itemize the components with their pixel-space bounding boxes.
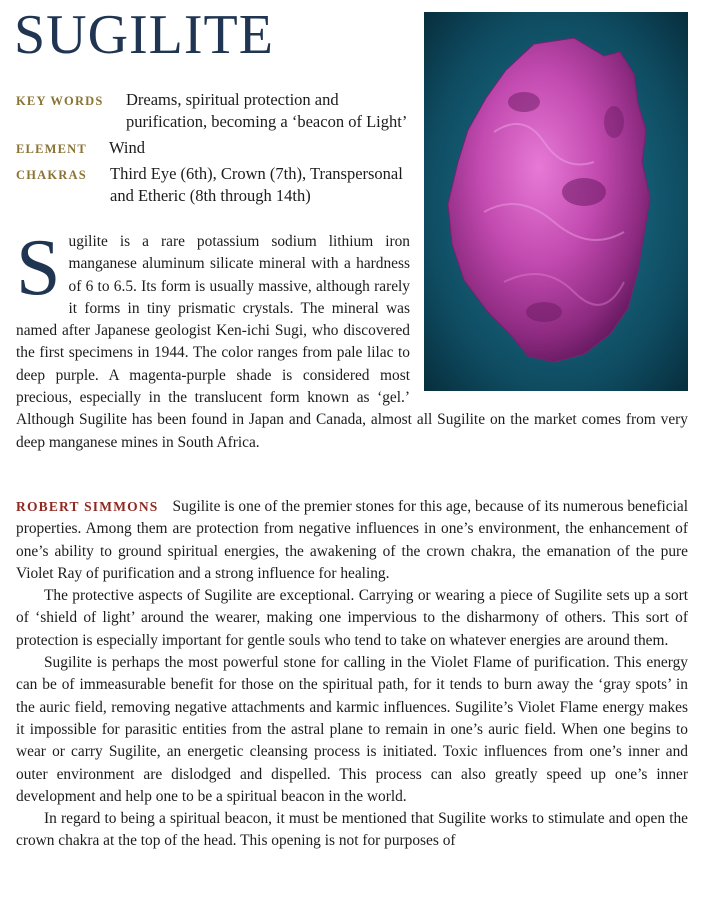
keywords-value: Dreams, spiritual protection and purification, becoming a ‘beacon of Light’ [126, 90, 408, 131]
element-value: Wind [109, 138, 145, 157]
element-label: ELEMENT [16, 142, 87, 156]
section-paragraph-1 [16, 496, 688, 585]
section-paragraph-4: In regard to being a spiritual beacon, it must be mentioned that Sugilite works to stimulate and open the crown chakra at the top of the head. This opening is not for purposes of [16, 810, 688, 850]
simmons-section [16, 496, 688, 853]
intro-text: ugilite is a rare potassium sodium lithium iron manganese aluminum silicate mineral with a hardness of 6 to 6.5. Its form is usually massive, although rarely it forms in tiny prismatic crystals. The mineral was named after Japanese geologist Ken-ichi Sugi, who discovered the first specimens in 1944. The color ranges from pale lilac to deep purple. A magenta-purple shade is considered most precious, especially in the translucent form known as ‘gel.’ Although Sugilite has been found in Japan and Canada, almost all Sugilite on the market comes from very deep manganese mines in South Africa. [16, 233, 688, 451]
drop-cap: S [16, 224, 61, 312]
photo-wrap-space [424, 231, 688, 389]
element-row [16, 137, 416, 159]
paragraph-1-text: Sugilite is one of the premier stones for this age, because of its numerous beneficial properties. Among them are protection from negative influences in one’s environment, the enhancement of one’s ability to ground spiritual energies, the awakening of the crown chakra, the emanation of the pure Violet Ray of purification and a strong influence for healing. [16, 498, 688, 582]
chakras-row [16, 163, 416, 207]
page-title: SUGILITE [14, 4, 274, 66]
chakras-label: CHAKRAS [16, 168, 87, 182]
keywords-row [16, 89, 416, 133]
author-name: ROBERT SIMMONS [16, 499, 159, 514]
chakras-value: Third Eye (6th), Crown (7th), Transpersonal and Etheric (8th through 14th) [110, 164, 403, 205]
stone-attributes [16, 89, 416, 207]
section-paragraph-3: Sugilite is perhaps the most powerful stone for calling in the Violet Flame of purification. This energy can be of immeasurable benefit for those on the spiritual path, for it tends to burn away the ‘gray spots’ in the auric field, removing negative attachments and karmic influences. Sugilite’s Violet Flame energy makes it impossible for parasitic entities from the astral plane to remain in one’s auric field. When one begins to wear or carry Sugilite, an energetic cleansing process is initiated. Toxic influences from one’s inner and outer environment are dislodged and dispelled. This process can also greatly speed up one’s inner development and help one to be a spiritual beacon in the world. [16, 654, 688, 805]
intro-paragraph [16, 224, 688, 454]
section-paragraph-2: The protective aspects of Sugilite are exceptional. Carrying or wearing a piece of Sugilite sets up a sort of ‘shield of light’ around the wearer, making one impervious to the disharmony of others. This sort of protection is especially important for gentle souls who tend to take on whatever energies are around them. [16, 587, 688, 649]
keywords-label: KEY WORDS [16, 94, 104, 108]
